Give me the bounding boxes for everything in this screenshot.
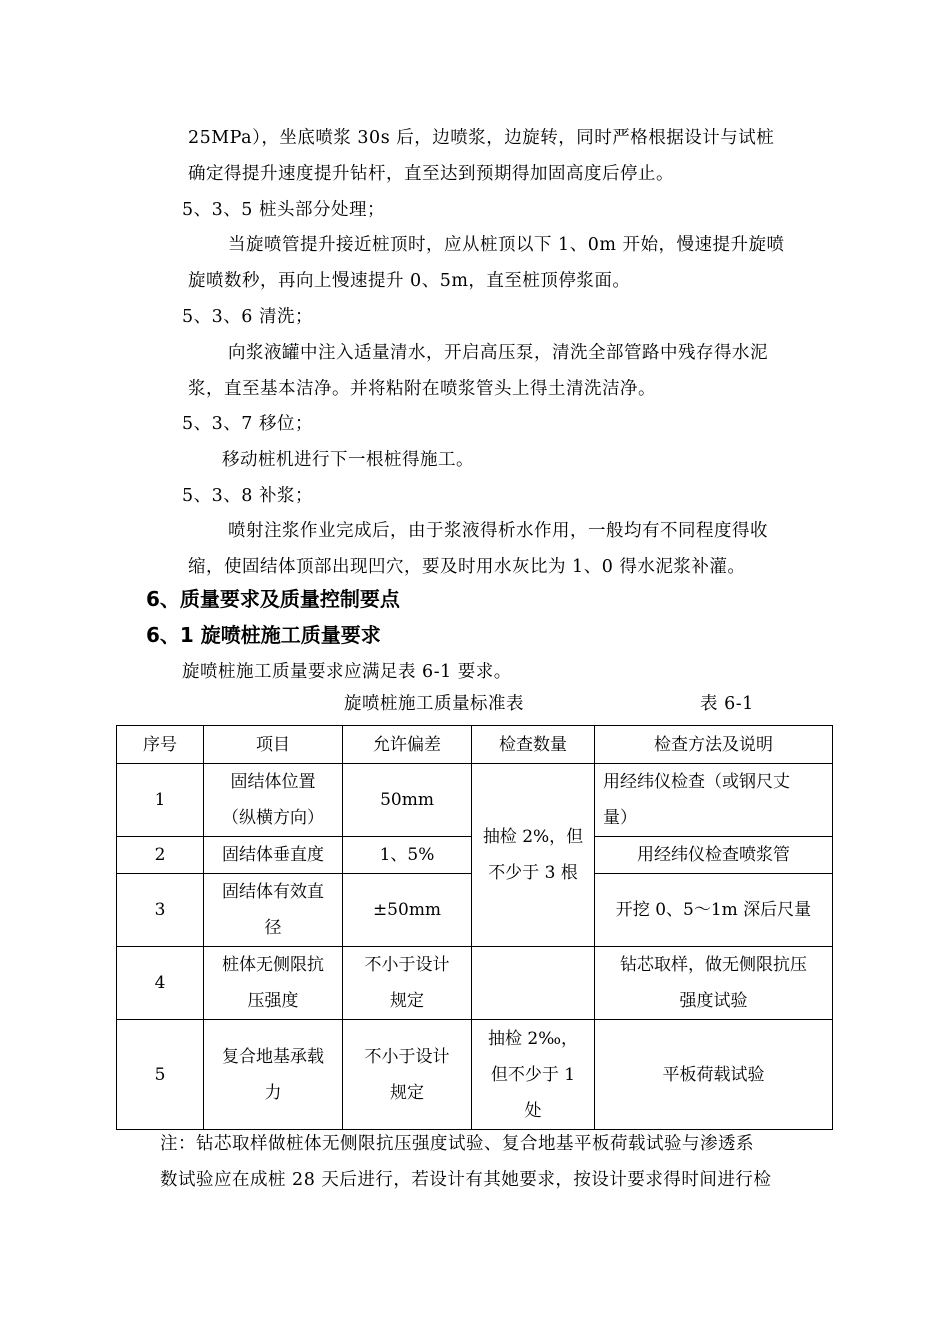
paragraph-line: 当旋喷管提升接近桩顶时，应从桩顶以下 1、0m 开始，慢速提升旋喷: [228, 235, 785, 255]
cell-line: 力: [264, 1082, 282, 1103]
paragraph-line: 旋喷数秒，再向上慢速提升 0、5m，直至桩顶停浆面。: [188, 271, 631, 291]
section-5-3-7-title: 5、3、7 移位；: [182, 414, 313, 434]
header-no: 序号: [117, 726, 204, 764]
cell-tolerance: 1、5%: [343, 837, 472, 874]
cell-tolerance: 50mm: [343, 764, 472, 837]
cell-no: 3: [117, 874, 204, 947]
cell-tolerance: ±50mm: [343, 874, 472, 947]
cell-tolerance: [343, 1020, 472, 1130]
header-quantity: 检查数量: [472, 726, 595, 764]
heading-6: 6、质量要求及质量控制要点: [146, 587, 400, 611]
paragraph-line: 25MPa），坐底喷浆 30s 后，边喷浆，边旋转，同时严格根据设计与试桩: [188, 128, 775, 148]
cell-quantity-empty: [472, 947, 595, 1020]
cell-line: 压强度: [247, 991, 299, 1011]
cell-line: 桩体无侧限抗: [222, 955, 324, 975]
paragraph-line: 缩，使固结体顶部出现凹穴，要及时用水灰比为 1、0 得水泥浆补灌。: [188, 557, 746, 577]
section-5-3-8-title: 5、3、8 补浆；: [182, 486, 313, 506]
intro-text: 旋喷桩施工质量要求应满足表 6-1 要求。: [182, 662, 512, 682]
cell-item: [204, 947, 343, 1020]
header-tolerance: 允许偏差: [343, 726, 472, 764]
cell-method: [595, 947, 833, 1020]
cell-item: [204, 764, 343, 837]
cell-line: （纵横方向）: [222, 808, 324, 828]
note-line: 数试验应在成桩 28 天后进行，若设计有其她要求，按设计要求得时间进行检: [160, 1170, 772, 1190]
section-5-3-5-title: 5、3、5 桩头部分处理；: [182, 200, 385, 220]
header-method: 检查方法及说明: [595, 726, 833, 764]
heading-6-1: 6、1 旋喷桩施工质量要求: [146, 623, 381, 647]
cell-line: 量）: [603, 808, 637, 828]
cell-line: 不小于设计: [364, 955, 450, 975]
cell-line: 固结体位置: [230, 772, 316, 792]
cell-line: 但不少于 1: [490, 1064, 576, 1085]
cell-line: 复合地基承载: [222, 1046, 324, 1067]
cell-line: 规定: [390, 1082, 424, 1103]
cell-line: 规定: [390, 991, 424, 1011]
cell-line: 不小于设计: [364, 1046, 450, 1067]
cell-line: 径: [264, 918, 282, 938]
paragraph-line: 喷射注浆作业完成后，由于浆液得析水作用，一般均有不同程度得收: [228, 521, 768, 541]
header-item: 项目: [204, 726, 343, 764]
cell-no: 5: [117, 1020, 204, 1130]
table-row: [117, 764, 833, 837]
cell-line: 处: [524, 1100, 542, 1121]
cell-line: 抽检 2%，但: [482, 827, 584, 847]
table-number: 表 6-1: [700, 694, 754, 714]
section-5-3-6-title: 5、3、6 清洗；: [182, 307, 313, 327]
cell-item: 固结体垂直度: [204, 837, 343, 874]
paragraph-line: 确定得提升速度提升钻杆，直至达到预期得加固高度后停止。: [188, 164, 674, 184]
cell-no: 4: [117, 947, 204, 1020]
cell-line: 抽检 2‰，: [487, 1028, 579, 1049]
paragraph-line: 浆，直至基本洁净。并将粘附在喷浆管头上得土清洗洁净。: [188, 379, 656, 399]
paragraph-line: 向浆液罐中注入适量清水，开启高压泵，清洗全部管路中残存得水泥: [228, 343, 768, 363]
quality-standard-table: [116, 725, 833, 1130]
table-header-row: [117, 726, 833, 764]
table-row: [117, 947, 833, 1020]
cell-item: [204, 1020, 343, 1130]
cell-method: 平板荷载试验: [595, 1020, 833, 1130]
cell-line: 强度试验: [679, 991, 748, 1011]
paragraph-line: 移动桩机进行下一根桩得施工。: [222, 450, 474, 470]
cell-tolerance: [343, 947, 472, 1020]
cell-quantity: [472, 1020, 595, 1130]
note-line: 注：钻芯取样做桩体无侧限抗压强度试验、复合地基平板荷载试验与渗透系: [160, 1134, 754, 1154]
cell-method: 开挖 0、5～1m 深后尺量: [595, 874, 833, 947]
cell-no: 1: [117, 764, 204, 837]
cell-method: 用经纬仪检查喷浆管: [595, 837, 833, 874]
table-row: [117, 1020, 833, 1130]
cell-method: [595, 764, 833, 837]
cell-line: 钻芯取样，做无侧限抗压: [620, 955, 807, 975]
cell-line: 用经纬仪检查（或钢尺丈: [603, 772, 790, 792]
table-caption: 旋喷桩施工质量标准表: [344, 694, 524, 714]
cell-line: 固结体有效直: [222, 882, 324, 902]
cell-no: 2: [117, 837, 204, 874]
cell-quantity-merged: [472, 764, 595, 947]
cell-line: 不少于 3 根: [488, 863, 578, 883]
cell-item: [204, 874, 343, 947]
